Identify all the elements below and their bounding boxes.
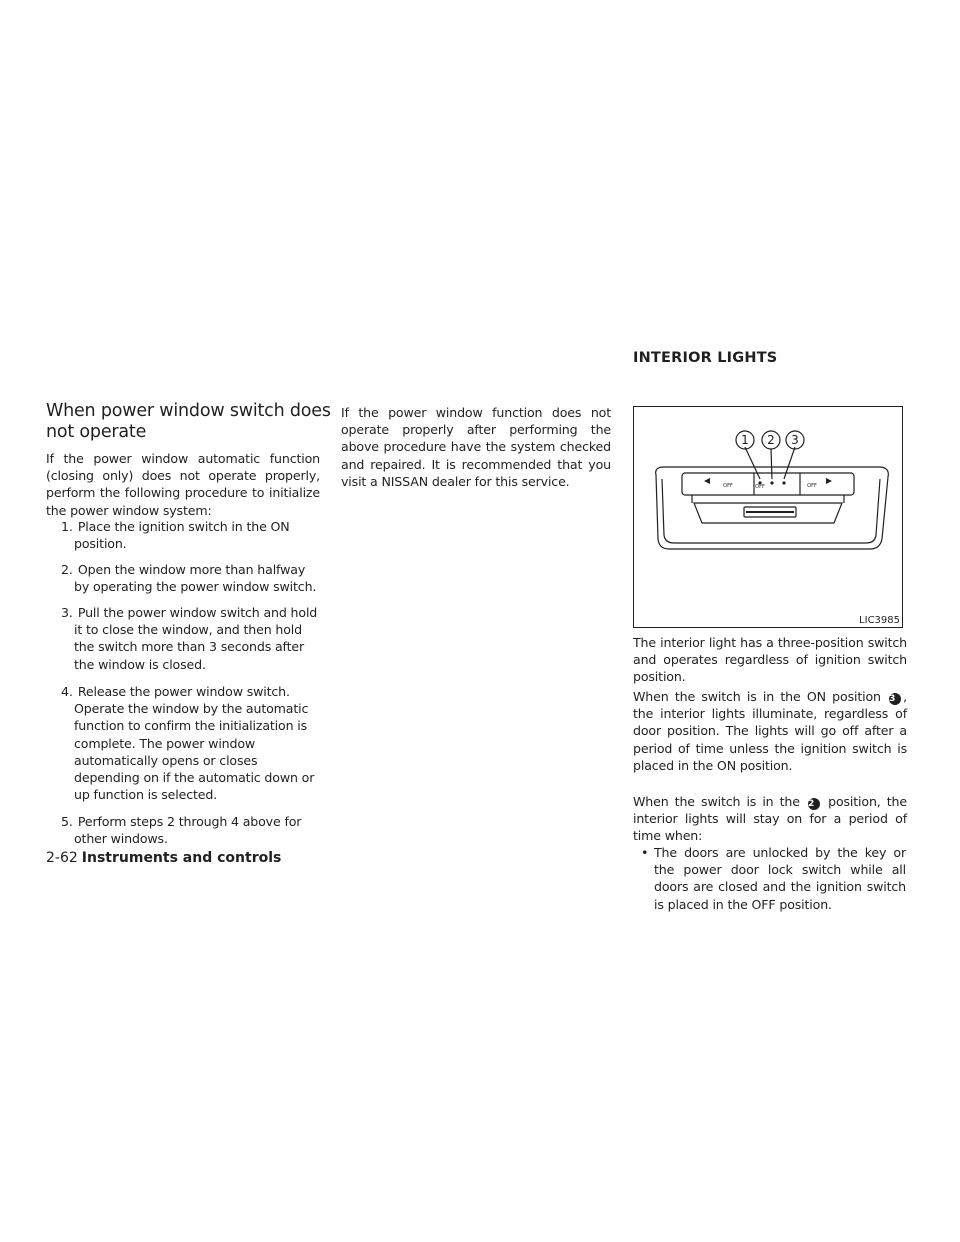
footer-section-title: Instruments and controls: [81, 850, 282, 866]
text-fragment: When the switch is in the ON position: [633, 689, 881, 704]
list-text: Pull the power window switch and hold it to close the window, and then hold the switch more than 3 seconds after the window is closed.: [74, 605, 318, 672]
list-number: 4.: [61, 684, 73, 699]
callout-3-icon: 3: [889, 693, 901, 705]
bullet-dot-icon: •: [641, 845, 649, 860]
page-number: 2-62: [46, 850, 78, 866]
switch-label-left: OFF: [723, 483, 733, 489]
list-item: [46, 518, 320, 552]
bullet-item: [641, 844, 906, 913]
list-item: [46, 604, 320, 673]
paragraph-on-position: [633, 688, 907, 774]
section-title: INTERIOR LIGHTS: [633, 350, 778, 366]
list-item: [46, 813, 320, 847]
list-text: Place the ignition switch in the ON position.: [74, 519, 290, 552]
text-fragment: , the interior lights illuminate, regardless of door position. The lights will go off after a period of time unless the ignition switch is placed in the ON position.: [633, 689, 907, 773]
list-item: [46, 683, 320, 803]
list-text: Perform steps 2 through 4 above for other windows.: [74, 814, 302, 847]
callout-2-icon: 2: [808, 798, 820, 810]
switch-label-right: OFF: [807, 483, 817, 489]
paragraph-three-position: The interior light has a three-position switch and operates regardless of ignition switch position.: [633, 635, 907, 685]
switch-label-center: OFF: [755, 484, 765, 490]
list-number: 2.: [61, 562, 73, 577]
subsection-heading: When power window switch does not operate: [46, 401, 331, 442]
list-text: Release the power window switch. Operate the window by the automatic function to confirm the initialization is complete. The power window automatically opens or closes depending on if the automatic down or up function is selected.: [74, 684, 315, 803]
figure-code: LIC3985: [859, 615, 900, 626]
interior-light-illustration: [634, 407, 902, 627]
service-paragraph: If the power window function does not operate properly after performing the above procedure have the system checked and repaired. It is recommended that you visit a NISSAN dealer for this service.: [341, 405, 611, 489]
list-number: 3.: [61, 605, 73, 620]
paragraph-door-position: [633, 793, 907, 845]
callout-1: 1: [741, 433, 749, 447]
bullet-text: The doors are unlocked by the key or the power door lock switch while all doors are closed and the ignition switch is placed in the OFF position.: [654, 845, 906, 912]
page-footer: [46, 850, 281, 866]
callout-2: 2: [767, 433, 775, 447]
list-number: 5.: [61, 814, 73, 829]
list-text: Open the window more than halfway by operating the power window switch.: [74, 562, 317, 595]
text-fragment: position, the interior lights will stay on for a period of time when:: [633, 794, 907, 844]
callout-3: 3: [791, 433, 799, 447]
intro-paragraph: If the power window automatic function (closing only) does not operate properly, perform the following procedure to initialize the power window system:: [46, 451, 320, 518]
interior-light-figure: [633, 406, 903, 628]
text-fragment: When the switch is in the: [633, 794, 800, 809]
list-number: 1.: [61, 519, 73, 534]
list-item: [46, 561, 320, 595]
